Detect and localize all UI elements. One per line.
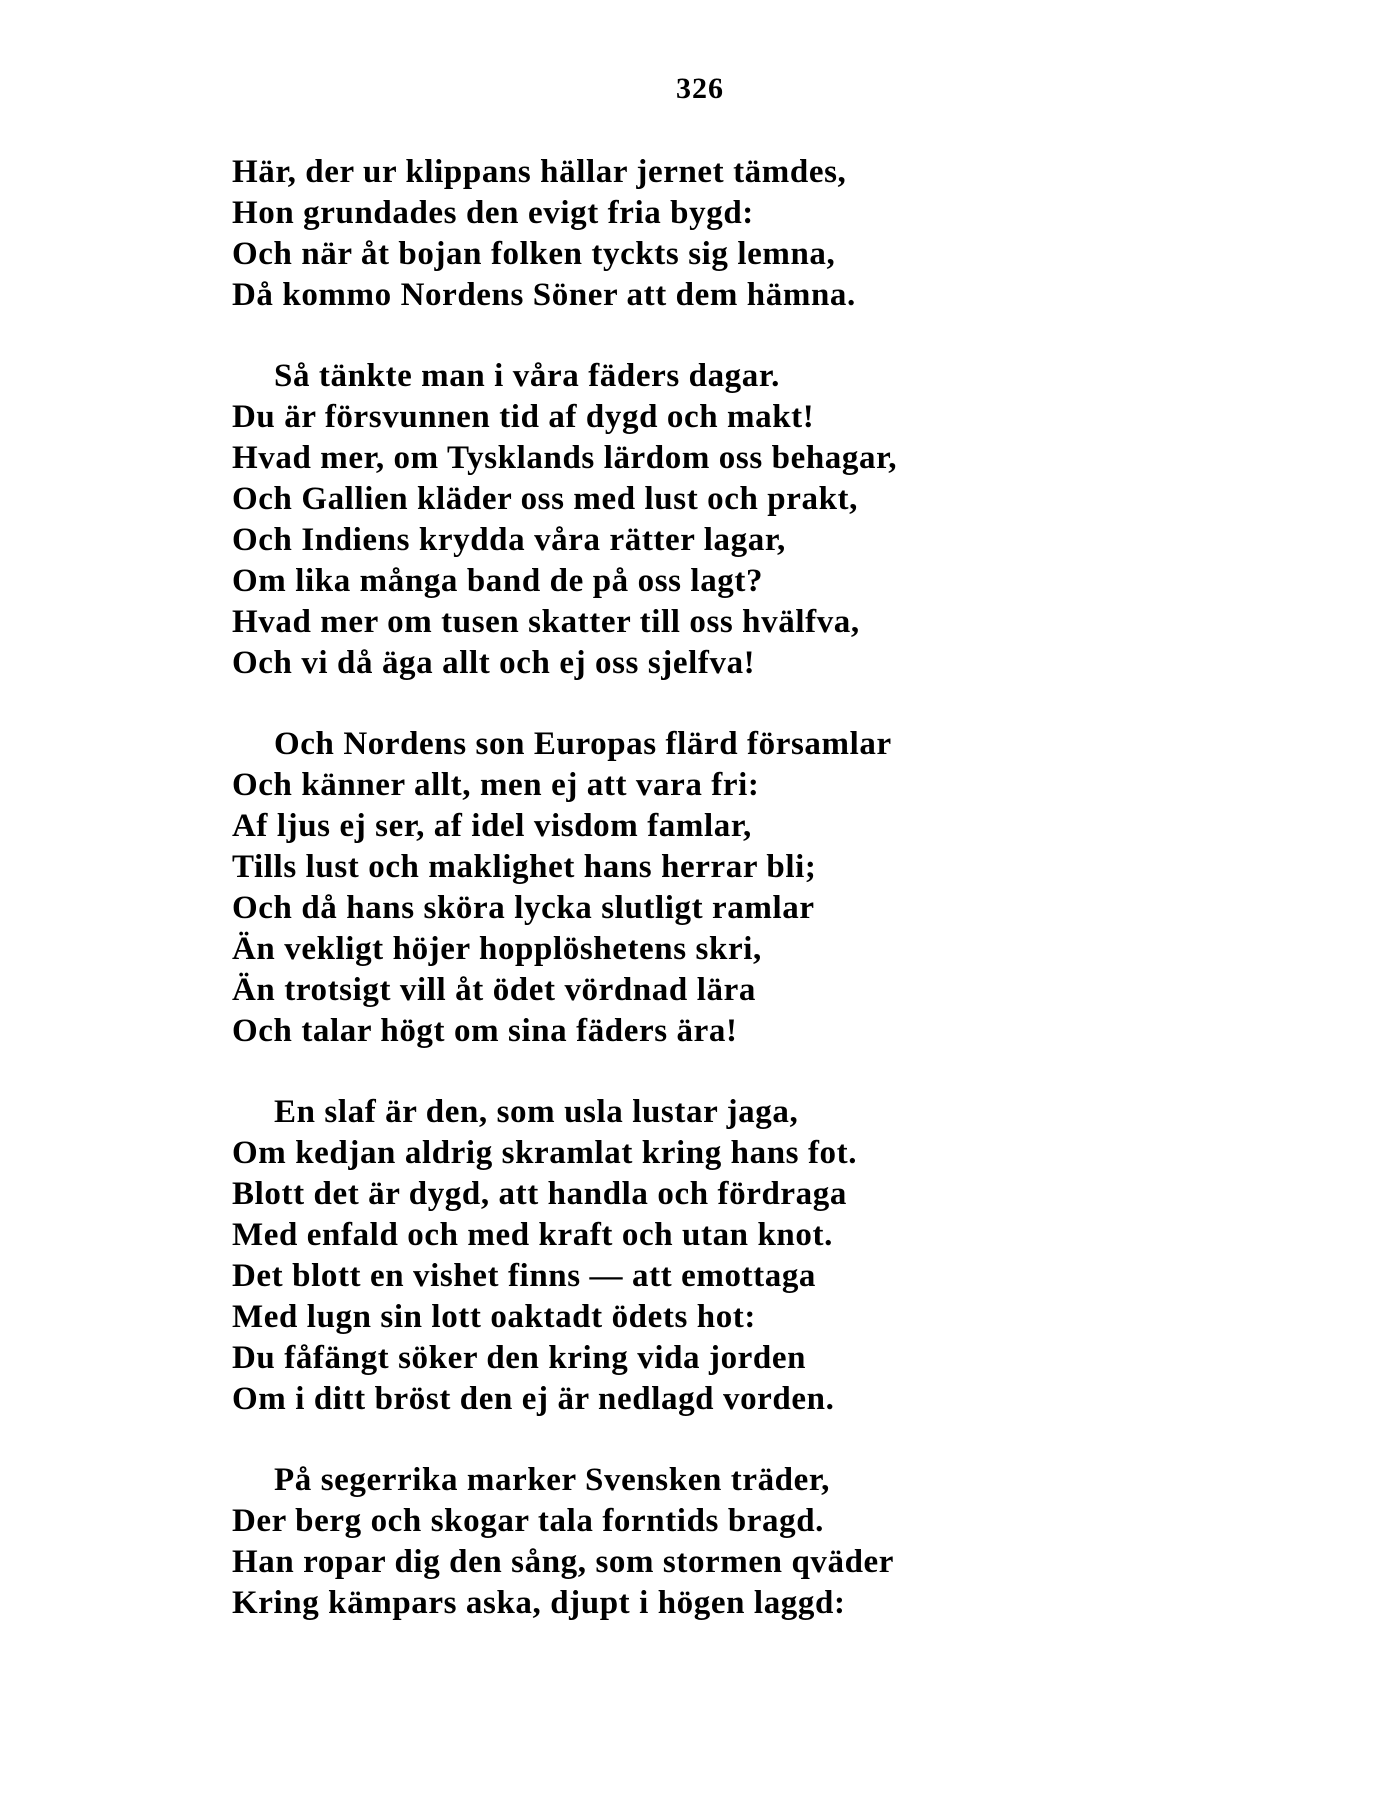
poem-line: En slaf är den, som usla lustar jaga, (274, 1094, 799, 1130)
poem-line: Och känner allt, men ej att vara fri: (232, 767, 760, 803)
poem-line: Du fåfängt söker den kring vida jorden (232, 1340, 807, 1376)
stanza-2 (232, 356, 1232, 684)
poem-line: Och Gallien kläder oss med lust och prakt, (232, 481, 858, 517)
poem-line: Om i ditt bröst den ej är nedlagd vorden. (232, 1381, 835, 1417)
stanza-3 (232, 724, 1232, 1052)
poem-line: Så tänkte man i våra fäders dagar. (274, 358, 780, 394)
poem-line: Om kedjan aldrig skramlat kring hans fot. (232, 1135, 858, 1171)
poem-line: Och Indiens krydda våra rätter lagar, (232, 522, 786, 558)
poem-line: Här, der ur klippans hällar jernet tämdes, (232, 154, 847, 190)
poem-line: Än trotsigt vill åt ödet vördnad lära (232, 972, 756, 1008)
poem-line: Och talar högt om sina fäders ära! (232, 1013, 738, 1049)
poem-line: Du är försvunnen tid af dygd och makt! (232, 399, 815, 435)
poem-line: Hvad mer om tusen skatter till oss hvälfva, (232, 604, 860, 640)
poem-body (232, 152, 1232, 1624)
poem-line: Det blott en vishet finns — att emottaga (232, 1258, 817, 1294)
poem-line: Tills lust och maklighet hans herrar bli; (232, 849, 817, 885)
page-number: 326 (676, 72, 724, 105)
poem-line: Hvad mer, om Tysklands lärdom oss behagar, (232, 440, 898, 476)
poem-line: Kring kämpars aska, djupt i högen laggd: (232, 1585, 846, 1621)
poem-line: Med enfald och med kraft och utan knot. (232, 1217, 833, 1253)
poem-line: Och när åt bojan folken tyckts sig lemna, (232, 236, 836, 272)
poem-line: På segerrika marker Svensken träder, (274, 1462, 830, 1498)
poem-line: Af ljus ej ser, af idel visdom famlar, (232, 808, 752, 844)
poem-line: Och Nordens son Europas flärd församlar (274, 726, 892, 762)
poem-line: Och då hans sköra lycka slutligt ramlar (232, 890, 815, 926)
poem-line: Hon grundades den evigt fria bygd: (232, 195, 754, 231)
poem-line: Då kommo Nordens Söner att dem hämna. (232, 277, 856, 313)
poem-line: Om lika många band de på oss lagt? (232, 563, 764, 599)
poem-line: Blott det är dygd, att handla och fördraga (232, 1176, 847, 1212)
stanza-4 (232, 1092, 1232, 1420)
stanza-5 (232, 1460, 1232, 1624)
poem-line: Der berg och skogar tala forntids bragd. (232, 1503, 825, 1539)
poem-line: Än vekligt höjer hopplöshetens skri, (232, 931, 762, 967)
stanza-1 (232, 152, 1232, 316)
poem-line: Med lugn sin lott oaktadt ödets hot: (232, 1299, 756, 1335)
poem-line: Han ropar dig den sång, som stormen qväder (232, 1544, 895, 1580)
poem-line: Och vi då äga allt och ej oss sjelfva! (232, 645, 756, 681)
